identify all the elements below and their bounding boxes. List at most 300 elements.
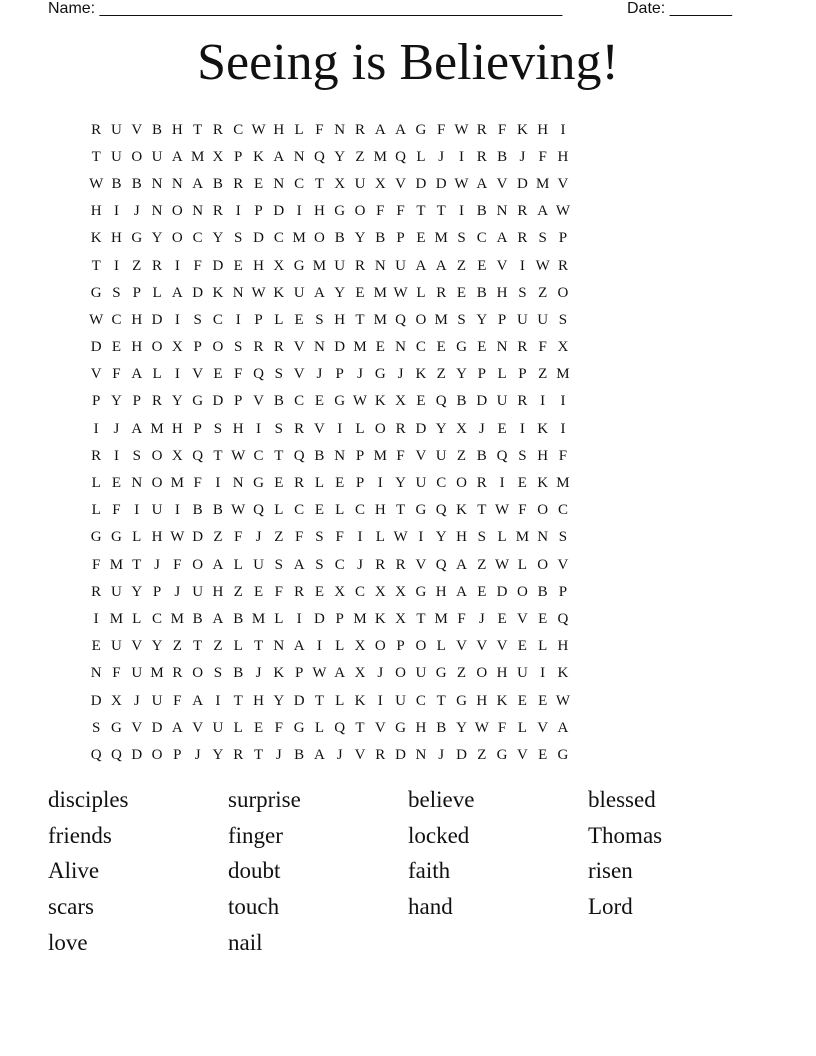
grid-letter: N bbox=[90, 665, 102, 682]
grid-letter: I bbox=[113, 447, 119, 464]
grid-letter: M bbox=[353, 339, 367, 356]
grid-letter: H bbox=[496, 284, 508, 301]
grid-letter: L bbox=[152, 284, 162, 301]
grid-letter: H bbox=[171, 121, 183, 138]
grid-letter: L bbox=[233, 719, 243, 736]
grid-letter: K bbox=[537, 475, 549, 492]
grid-letter: F bbox=[193, 475, 202, 492]
grid-letter: H bbox=[212, 583, 224, 600]
grid-letter: J bbox=[478, 420, 485, 437]
grid-letter: W bbox=[454, 121, 469, 138]
grid-letter: Q bbox=[253, 366, 264, 383]
grid-letter: Z bbox=[456, 447, 467, 464]
grid-letter: V bbox=[131, 638, 143, 655]
grid-letter: T bbox=[396, 502, 406, 519]
grid-letter: F bbox=[558, 447, 568, 464]
grid-letter: R bbox=[517, 203, 528, 220]
grid-letter: T bbox=[253, 638, 264, 655]
grid-letter: S bbox=[518, 447, 527, 464]
grid-letter: I bbox=[377, 692, 383, 709]
grid-letter: U bbox=[415, 475, 427, 492]
grid-letter: T bbox=[355, 311, 365, 328]
grid-letter: T bbox=[91, 148, 101, 165]
grid-letter: E bbox=[416, 230, 426, 247]
grid-letter: W bbox=[231, 447, 246, 464]
grid-letter: P bbox=[132, 393, 141, 410]
grid-letter: C bbox=[436, 475, 447, 492]
grid-letter: T bbox=[477, 502, 487, 519]
grid-row bbox=[86, 334, 573, 361]
grid-letter: N bbox=[537, 529, 549, 546]
grid-row bbox=[86, 198, 573, 225]
grid-letter: N bbox=[395, 339, 407, 356]
grid-letter: J bbox=[154, 556, 160, 573]
grid-letter: L bbox=[517, 556, 527, 573]
grid-letter: R bbox=[395, 420, 406, 437]
grid-letter: O bbox=[557, 284, 569, 301]
grid-letter: Y bbox=[476, 311, 488, 328]
grid-letter: B bbox=[476, 203, 487, 220]
word-list-item: Alive bbox=[48, 858, 100, 884]
grid-letter: I bbox=[174, 366, 180, 383]
grid-letter: D bbox=[273, 203, 285, 220]
grid-letter: I bbox=[113, 257, 119, 274]
grid-letter: H bbox=[253, 692, 264, 709]
grid-row bbox=[86, 633, 573, 660]
grid-row bbox=[86, 524, 573, 551]
grid-letter: R bbox=[172, 665, 183, 682]
grid-letter: W bbox=[454, 175, 469, 192]
grid-letter: O bbox=[313, 230, 325, 247]
grid-letter: G bbox=[293, 257, 305, 274]
grid-letter: C bbox=[212, 311, 223, 328]
grid-letter: E bbox=[253, 583, 264, 600]
grid-letter: A bbox=[476, 175, 488, 192]
grid-letter: G bbox=[131, 230, 143, 247]
grid-letter: H bbox=[90, 203, 102, 220]
grid-letter: C bbox=[192, 230, 203, 247]
grid-letter: S bbox=[274, 556, 283, 573]
grid-letter: L bbox=[497, 529, 507, 546]
grid-letter: N bbox=[232, 475, 244, 492]
grid-letter: U bbox=[212, 719, 224, 736]
grid-letter: M bbox=[373, 311, 387, 328]
grid-letter: L bbox=[91, 475, 101, 492]
grid-letter: Q bbox=[557, 610, 569, 627]
grid-letter: N bbox=[415, 746, 427, 763]
grid-letter: Y bbox=[273, 692, 285, 709]
grid-letter: X bbox=[374, 175, 386, 192]
grid-letter: Z bbox=[538, 366, 548, 383]
grid-letter: F bbox=[457, 610, 466, 627]
grid-letter: G bbox=[334, 203, 346, 220]
grid-letter: I bbox=[174, 502, 180, 519]
grid-letter: Q bbox=[435, 502, 447, 519]
grid-letter: G bbox=[395, 719, 407, 736]
grid-letter: X bbox=[334, 583, 346, 600]
grid-letter: F bbox=[91, 556, 101, 573]
word-list-item: hand bbox=[408, 894, 453, 920]
grid-letter: G bbox=[111, 529, 122, 546]
grid-letter: F bbox=[396, 203, 405, 220]
grid-letter: G bbox=[435, 665, 447, 682]
grid-letter: E bbox=[355, 284, 365, 301]
grid-letter: U bbox=[192, 583, 204, 600]
grid-letter: T bbox=[355, 719, 365, 736]
grid-letter: Z bbox=[132, 257, 142, 274]
grid-letter: E bbox=[233, 257, 243, 274]
grid-row bbox=[86, 361, 573, 388]
grid-letter: Y bbox=[151, 638, 163, 655]
grid-letter: Y bbox=[334, 148, 346, 165]
grid-letter: U bbox=[395, 257, 407, 274]
grid-letter: V bbox=[415, 447, 427, 464]
grid-letter: U bbox=[151, 502, 163, 519]
grid-letter: H bbox=[435, 583, 447, 600]
grid-letter: O bbox=[456, 475, 467, 492]
grid-letter: R bbox=[91, 447, 102, 464]
grid-letter: O bbox=[192, 665, 204, 682]
grid-letter: B bbox=[476, 447, 487, 464]
grid-letter: N bbox=[273, 175, 285, 192]
grid-letter: C bbox=[111, 311, 122, 328]
grid-letter: G bbox=[192, 393, 204, 410]
grid-letter: E bbox=[314, 583, 324, 600]
grid-letter: P bbox=[193, 420, 202, 437]
grid-letter: F bbox=[173, 692, 182, 709]
grid-letter: N bbox=[496, 339, 508, 356]
grid-letter: E bbox=[274, 475, 284, 492]
grid-letter: R bbox=[233, 746, 244, 763]
grid-letter: R bbox=[395, 556, 406, 573]
grid-letter: A bbox=[212, 610, 224, 627]
word-list-item: finger bbox=[228, 822, 283, 848]
grid-letter: L bbox=[294, 121, 304, 138]
grid-letter: D bbox=[151, 311, 163, 328]
grid-letter: S bbox=[518, 284, 527, 301]
grid-letter: J bbox=[519, 148, 526, 165]
grid-letter: T bbox=[314, 692, 324, 709]
grid-letter: W bbox=[474, 719, 489, 736]
word-list-item: locked bbox=[408, 822, 470, 848]
grid-row bbox=[86, 170, 573, 197]
grid-letter: O bbox=[415, 638, 427, 655]
grid-letter: I bbox=[458, 203, 464, 220]
grid-letter: U bbox=[111, 638, 122, 655]
grid-letter: Q bbox=[496, 447, 508, 464]
grid-letter: F bbox=[112, 502, 121, 519]
grid-letter: L bbox=[335, 502, 345, 519]
grid-letter: H bbox=[253, 257, 264, 274]
grid-letter: K bbox=[456, 502, 467, 519]
grid-letter: I bbox=[499, 475, 505, 492]
grid-letter: D bbox=[415, 420, 427, 437]
grid-letter: Q bbox=[435, 393, 447, 410]
grid-letter: F bbox=[234, 529, 243, 546]
grid-letter: I bbox=[174, 311, 180, 328]
grid-letter: L bbox=[152, 366, 162, 383]
grid-letter: E bbox=[416, 393, 426, 410]
grid-letter: V bbox=[293, 366, 305, 383]
grid-letter: V bbox=[374, 719, 386, 736]
grid-letter: Z bbox=[355, 148, 365, 165]
grid-letter: E bbox=[253, 719, 264, 736]
grid-letter: T bbox=[436, 692, 446, 709]
grid-letter: O bbox=[537, 556, 549, 573]
grid-letter: H bbox=[111, 230, 122, 247]
grid-letter: G bbox=[111, 719, 122, 736]
grid-letter: I bbox=[337, 420, 343, 437]
grid-letter: F bbox=[497, 719, 507, 736]
grid-letter: Z bbox=[477, 556, 487, 573]
grid-letter: O bbox=[516, 583, 528, 600]
grid-letter: H bbox=[374, 502, 386, 519]
grid-row bbox=[86, 388, 573, 415]
grid-letter: U bbox=[151, 692, 163, 709]
grid-letter: V bbox=[313, 420, 325, 437]
grid-letter: G bbox=[90, 284, 102, 301]
grid-letter: P bbox=[558, 583, 568, 600]
grid-letter: D bbox=[192, 284, 204, 301]
grid-letter: E bbox=[517, 638, 527, 655]
grid-letter: Q bbox=[395, 148, 407, 165]
grid-letter: D bbox=[415, 175, 427, 192]
grid-letter: K bbox=[557, 665, 569, 682]
grid-letter: O bbox=[395, 665, 407, 682]
grid-letter: M bbox=[170, 475, 184, 492]
grid-letter: O bbox=[151, 339, 163, 356]
grid-letter: I bbox=[235, 311, 241, 328]
grid-letter: R bbox=[476, 148, 487, 165]
grid-letter: N bbox=[313, 339, 325, 356]
grid-letter: L bbox=[233, 638, 243, 655]
grid-letter: U bbox=[496, 393, 508, 410]
grid-letter: S bbox=[213, 665, 223, 682]
grid-letter: R bbox=[436, 284, 447, 301]
grid-letter: I bbox=[215, 475, 221, 492]
grid-letter: Z bbox=[456, 665, 467, 682]
grid-letter: O bbox=[151, 746, 163, 763]
grid-letter: P bbox=[254, 311, 263, 328]
grid-letter: Y bbox=[334, 284, 346, 301]
grid-letter: H bbox=[496, 665, 508, 682]
grid-letter: I bbox=[377, 475, 383, 492]
grid-letter: W bbox=[555, 692, 571, 709]
grid-letter: S bbox=[193, 311, 202, 328]
grid-letter: P bbox=[294, 665, 304, 682]
grid-letter: W bbox=[312, 665, 327, 682]
grid-letter: V bbox=[90, 366, 102, 383]
grid-letter: U bbox=[293, 284, 305, 301]
grid-letter: S bbox=[558, 529, 568, 546]
grid-letter: C bbox=[233, 121, 244, 138]
grid-letter: L bbox=[314, 475, 324, 492]
grid-letter: A bbox=[537, 203, 549, 220]
grid-letter: U bbox=[516, 665, 528, 682]
word-list-item: Lord bbox=[588, 894, 633, 920]
grid-letter: C bbox=[273, 230, 284, 247]
grid-letter: Y bbox=[354, 230, 366, 247]
grid-letter: R bbox=[152, 393, 163, 410]
grid-letter: H bbox=[151, 529, 163, 546]
grid-letter: Z bbox=[456, 257, 467, 274]
grid-letter: L bbox=[416, 284, 426, 301]
grid-letter: M bbox=[190, 148, 205, 165]
word-list-item: doubt bbox=[228, 858, 281, 884]
grid-letter: B bbox=[131, 175, 142, 192]
grid-letter: F bbox=[112, 366, 121, 383]
grid-letter: W bbox=[352, 393, 368, 410]
grid-row bbox=[86, 660, 573, 687]
grid-letter: P bbox=[173, 746, 182, 763]
grid-letter: H bbox=[537, 447, 549, 464]
grid-letter: A bbox=[456, 583, 467, 600]
name-field: Name: ____________________________________________________ bbox=[48, 0, 563, 17]
grid-letter: W bbox=[495, 502, 510, 519]
grid-letter: A bbox=[171, 148, 183, 165]
grid-letter: C bbox=[294, 175, 305, 192]
grid-letter: V bbox=[192, 366, 204, 383]
word-list-item: Thomas bbox=[588, 822, 663, 848]
grid-letter: C bbox=[355, 583, 366, 600]
grid-letter: L bbox=[132, 529, 142, 546]
grid-letter: G bbox=[253, 475, 264, 492]
grid-letter: X bbox=[354, 638, 366, 655]
grid-letter: R bbox=[91, 583, 102, 600]
grid-letter: E bbox=[538, 692, 548, 709]
grid-letter: H bbox=[557, 148, 569, 165]
grid-letter: R bbox=[294, 475, 305, 492]
grid-letter: M bbox=[373, 284, 387, 301]
grid-letter: L bbox=[91, 502, 101, 519]
grid-letter: J bbox=[316, 366, 323, 383]
date-field: Date: _______ bbox=[627, 0, 732, 17]
grid-letter: T bbox=[233, 692, 243, 709]
grid-letter: R bbox=[355, 257, 366, 274]
grid-letter: J bbox=[113, 420, 120, 437]
grid-letter: E bbox=[477, 339, 487, 356]
grid-letter: E bbox=[111, 339, 122, 356]
grid-letter: L bbox=[335, 692, 345, 709]
grid-letter: F bbox=[376, 203, 385, 220]
grid-letter: G bbox=[456, 339, 467, 356]
grid-letter: A bbox=[313, 284, 325, 301]
grid-letter: V bbox=[456, 638, 467, 655]
grid-letter: R bbox=[557, 257, 568, 274]
grid-letter: H bbox=[456, 529, 467, 546]
grid-letter: I bbox=[560, 393, 566, 410]
grid-letter: E bbox=[314, 502, 324, 519]
grid-letter: M bbox=[251, 610, 266, 627]
grid-letter: U bbox=[354, 175, 366, 192]
word-list-item: nail bbox=[228, 929, 263, 955]
grid-letter: S bbox=[274, 366, 283, 383]
grid-letter: W bbox=[231, 502, 246, 519]
grid-row bbox=[86, 225, 573, 252]
grid-row bbox=[86, 714, 573, 741]
grid-letter: H bbox=[415, 719, 427, 736]
grid-row bbox=[86, 687, 573, 714]
grid-letter: W bbox=[495, 556, 510, 573]
grid-letter: S bbox=[234, 339, 243, 356]
grid-letter: I bbox=[174, 257, 180, 274]
grid-letter: T bbox=[416, 203, 426, 220]
worksheet-title: Seeing is Believing! bbox=[197, 34, 619, 91]
grid-letter: V bbox=[476, 638, 488, 655]
grid-letter: L bbox=[538, 638, 548, 655]
grid-letter: E bbox=[456, 284, 467, 301]
grid-letter: M bbox=[556, 366, 570, 383]
grid-letter: Z bbox=[233, 583, 243, 600]
grid-letter: C bbox=[415, 339, 426, 356]
word-list-item: scars bbox=[48, 894, 94, 920]
grid-letter: H bbox=[313, 203, 325, 220]
grid-letter: T bbox=[91, 257, 101, 274]
word-list-item: blessed bbox=[588, 787, 656, 812]
grid-letter: V bbox=[496, 257, 508, 274]
grid-letter: G bbox=[496, 746, 508, 763]
grid-letter: U bbox=[111, 583, 122, 600]
grid-letter: M bbox=[434, 311, 448, 328]
word-list-item: faith bbox=[408, 858, 451, 884]
grid-letter: P bbox=[91, 393, 101, 410]
grid-letter: S bbox=[315, 311, 324, 328]
grid-letter: R bbox=[212, 203, 223, 220]
grid-letter: B bbox=[294, 746, 305, 763]
grid-letter: A bbox=[192, 692, 204, 709]
grid-letter: S bbox=[457, 311, 466, 328]
grid-letter: Y bbox=[212, 230, 224, 247]
grid-letter: E bbox=[538, 610, 548, 627]
grid-letter: V bbox=[192, 719, 204, 736]
grid-letter: K bbox=[273, 284, 285, 301]
grid-letter: B bbox=[334, 230, 345, 247]
grid-letter: U bbox=[415, 665, 427, 682]
grid-letter: J bbox=[194, 746, 201, 763]
grid-letter: Z bbox=[274, 529, 284, 546]
grid-letter: M bbox=[556, 475, 570, 492]
grid-letter: J bbox=[438, 746, 445, 763]
grid-letter: V bbox=[395, 175, 407, 192]
grid-letter: P bbox=[355, 475, 365, 492]
grid-letter: V bbox=[537, 719, 549, 736]
grid-letter: L bbox=[233, 556, 243, 573]
grid-letter: E bbox=[294, 311, 304, 328]
grid-letter: C bbox=[253, 447, 264, 464]
grid-letter: L bbox=[274, 610, 284, 627]
grid-letter: U bbox=[435, 447, 447, 464]
grid-letter: S bbox=[457, 230, 466, 247]
grid-row bbox=[86, 306, 573, 333]
grid-letter: V bbox=[516, 610, 528, 627]
grid-letter: Y bbox=[456, 366, 467, 383]
grid-letter: N bbox=[171, 175, 183, 192]
grid-letter: Z bbox=[477, 746, 487, 763]
grid-letter: I bbox=[540, 665, 546, 682]
grid-letter: O bbox=[171, 230, 183, 247]
grid-letter: R bbox=[253, 339, 264, 356]
grid-letter: C bbox=[355, 502, 366, 519]
grid-letter: O bbox=[374, 420, 386, 437]
grid-letter: E bbox=[517, 692, 527, 709]
grid-letter: I bbox=[458, 148, 464, 165]
grid-letter: B bbox=[192, 610, 203, 627]
grid-letter: M bbox=[373, 447, 387, 464]
grid-row bbox=[86, 497, 573, 524]
grid-letter: K bbox=[537, 420, 549, 437]
grid-letter: A bbox=[334, 665, 346, 682]
grid-letter: M bbox=[353, 610, 367, 627]
